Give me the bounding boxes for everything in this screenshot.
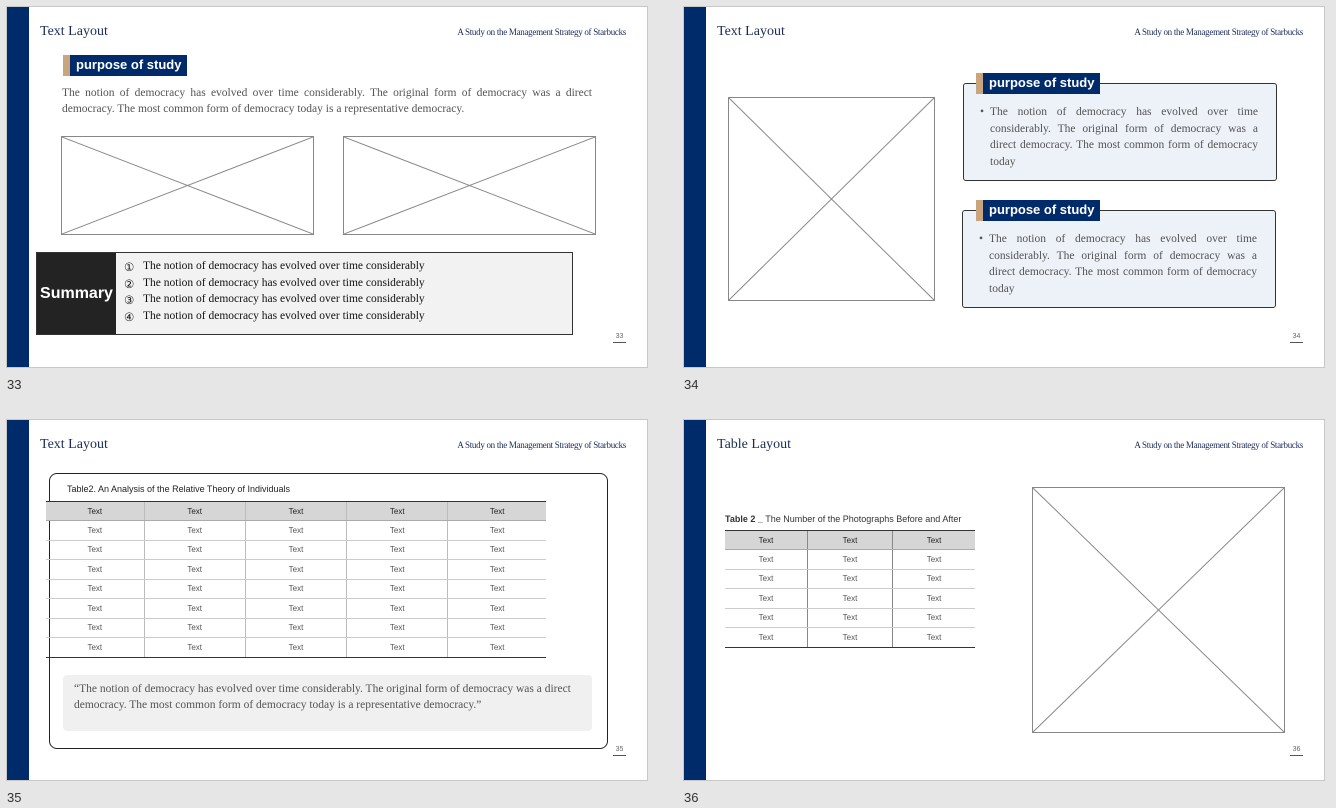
table-row xyxy=(46,560,546,580)
summary-label: Summary xyxy=(37,253,116,334)
body-text: The notion of democracy has evolved over time considerably. The original form of democracy was a direct democracy. The most common form of democracy today is a representative democracy. xyxy=(62,87,592,115)
table-caption xyxy=(725,514,961,524)
slide-subtitle: A Study on the Management Strategy of Starbucks xyxy=(457,27,626,37)
table-header-cell: Text xyxy=(347,502,448,521)
slide-number-label: 34 xyxy=(684,377,699,392)
slide-number-label: 33 xyxy=(7,377,22,392)
slide-number-label: 36 xyxy=(684,790,699,805)
table-cell: Text xyxy=(893,550,975,570)
table-cell: Text xyxy=(725,608,807,628)
table-cell: Text xyxy=(893,608,975,628)
table-cell: Text xyxy=(448,560,546,580)
table-row xyxy=(725,628,975,648)
table-cell: Text xyxy=(725,628,807,648)
table-cell: Text xyxy=(245,599,346,619)
image-placeholder xyxy=(61,136,314,235)
table-cell: Text xyxy=(448,599,546,619)
table-cell: Text xyxy=(46,618,144,638)
table-row xyxy=(46,618,546,638)
table-row xyxy=(46,521,546,541)
summary-item-number: ③ xyxy=(124,295,135,308)
table-cell: Text xyxy=(893,628,975,648)
slide-accent-bar xyxy=(7,7,29,367)
table-cell: Text xyxy=(144,618,245,638)
table-cell: Text xyxy=(725,550,807,570)
summary-list xyxy=(116,253,572,334)
slide-title: Text Layout xyxy=(717,24,785,39)
slide-35[interactable] xyxy=(6,419,648,781)
info-box-text xyxy=(980,104,1258,171)
table-cell: Text xyxy=(448,618,546,638)
summary-item-text: The notion of democracy has evolved over time considerably xyxy=(143,276,425,289)
table-cell: Text xyxy=(245,560,346,580)
table-cell: Text xyxy=(893,569,975,589)
slide-subtitle: A Study on the Management Strategy of Starbucks xyxy=(1134,27,1303,37)
image-placeholder xyxy=(343,136,596,235)
table-cell: Text xyxy=(347,540,448,560)
table-cell: Text xyxy=(245,521,346,541)
table-cell: Text xyxy=(448,579,546,599)
table-caption-text: The Number of the Photographs Before and After xyxy=(765,514,962,524)
table-cell: Text xyxy=(807,608,892,628)
table-row xyxy=(725,569,975,589)
slide-accent-bar xyxy=(684,7,706,367)
page-number: 35 xyxy=(613,746,626,756)
table-row xyxy=(46,638,546,658)
table-cell: Text xyxy=(725,589,807,609)
table-cell: Text xyxy=(144,521,245,541)
section-tag xyxy=(976,200,1100,221)
slide-title: Text Layout xyxy=(40,437,108,452)
table-row xyxy=(46,599,546,619)
table-cell: Text xyxy=(144,638,245,658)
table-cell: Text xyxy=(807,569,892,589)
info-box-body: The notion of democracy has evolved over time considerably. The original form of democracy was a direct democracy. The most common form of democracy today xyxy=(989,233,1257,296)
summary-item-number: ① xyxy=(124,262,135,274)
table-header-cell: Text xyxy=(893,531,975,550)
table-header-row xyxy=(725,531,975,550)
slide-subtitle: A Study on the Management Strategy of Starbucks xyxy=(1134,440,1303,450)
table-cell: Text xyxy=(144,599,245,619)
table-cell: Text xyxy=(725,569,807,589)
summary-item-number: ② xyxy=(124,278,135,291)
table-cell: Text xyxy=(46,540,144,560)
slide-subtitle: A Study on the Management Strategy of Starbucks xyxy=(457,440,626,450)
table-cell: Text xyxy=(347,579,448,599)
quote-box xyxy=(63,675,592,731)
summary-item xyxy=(124,310,564,327)
page-number: 33 xyxy=(613,333,626,343)
table-header-cell: Text xyxy=(46,502,144,521)
slide-number-label: 35 xyxy=(7,790,22,805)
summary-item-text: The notion of democracy has evolved over time considerably xyxy=(143,260,425,272)
slide-36[interactable] xyxy=(683,419,1325,781)
summary-item-number: ④ xyxy=(124,312,135,325)
table-cell: Text xyxy=(347,560,448,580)
tag-label: purpose of study xyxy=(70,55,187,76)
info-box-body: The notion of democracy has evolved over time considerably. The original form of democracy was a direct democracy. The most common form of democracy today xyxy=(990,106,1258,169)
bullet: • xyxy=(980,106,985,118)
table-cell: Text xyxy=(144,579,245,599)
table-cell: Text xyxy=(144,540,245,560)
table-cell: Text xyxy=(893,589,975,609)
summary-item xyxy=(124,277,564,294)
table-header-cell: Text xyxy=(807,531,892,550)
info-box xyxy=(962,210,1276,308)
info-box-text xyxy=(979,231,1257,298)
table-cell: Text xyxy=(807,550,892,570)
slide-accent-bar xyxy=(684,420,706,780)
table-caption: Table2. An Analysis of the Relative Theory of Individuals xyxy=(67,484,290,494)
table-cell: Text xyxy=(144,560,245,580)
table-cell: Text xyxy=(46,599,144,619)
table-row xyxy=(46,540,546,560)
slide-33[interactable] xyxy=(6,6,648,368)
info-box xyxy=(963,83,1277,181)
table-cell: Text xyxy=(448,540,546,560)
table-header-cell: Text xyxy=(245,502,346,521)
page-number: 36 xyxy=(1290,746,1303,756)
table-cell: Text xyxy=(46,579,144,599)
table-row xyxy=(725,589,975,609)
table-cell: Text xyxy=(46,638,144,658)
tag-accent xyxy=(976,200,983,221)
table-cell: Text xyxy=(347,599,448,619)
summary-item-text: The notion of democracy has evolved over time considerably xyxy=(143,310,425,323)
table-cell: Text xyxy=(46,560,144,580)
table-caption-label: Table 2 _ xyxy=(725,514,763,524)
table-header-cell: Text xyxy=(144,502,245,521)
table-cell: Text xyxy=(347,521,448,541)
slide-accent-bar xyxy=(7,420,29,780)
slide-title: Text Layout xyxy=(40,24,108,39)
table-cell: Text xyxy=(347,618,448,638)
tag-label: purpose of study xyxy=(983,73,1100,94)
data-table xyxy=(46,501,546,658)
slide-title: Table Layout xyxy=(717,437,792,452)
table-row xyxy=(725,608,975,628)
table-cell: Text xyxy=(245,618,346,638)
page-number: 34 xyxy=(1290,333,1303,343)
table-cell: Text xyxy=(807,589,892,609)
table-cell: Text xyxy=(245,579,346,599)
table-cell: Text xyxy=(448,638,546,658)
tag-label: purpose of study xyxy=(983,200,1100,221)
image-placeholder xyxy=(728,97,935,301)
tag-accent xyxy=(976,73,983,94)
summary-item xyxy=(124,260,564,277)
section-tag xyxy=(976,73,1100,94)
section-tag xyxy=(63,55,187,76)
table-header-cell: Text xyxy=(448,502,546,521)
table-header-cell: Text xyxy=(725,531,807,550)
summary-item xyxy=(124,293,564,310)
table-cell: Text xyxy=(807,628,892,648)
table-header-row xyxy=(46,502,546,521)
bullet: • xyxy=(979,233,984,245)
slide-34[interactable] xyxy=(683,6,1325,368)
table-cell: Text xyxy=(245,638,346,658)
image-placeholder xyxy=(1032,487,1285,733)
quote-text: “The notion of democracy has evolved over time considerably. The original form of democracy was a direct democracy. The most common form of democracy today is a representative democracy.” xyxy=(74,683,571,711)
table-cell: Text xyxy=(46,521,144,541)
tag-accent xyxy=(63,55,70,76)
table-cell: Text xyxy=(347,638,448,658)
table-row xyxy=(46,579,546,599)
data-table xyxy=(725,530,975,648)
table-cell: Text xyxy=(448,521,546,541)
summary-box xyxy=(36,252,573,335)
table-cell: Text xyxy=(245,540,346,560)
table-row xyxy=(725,550,975,570)
summary-item-text: The notion of democracy has evolved over time considerably xyxy=(143,293,425,306)
